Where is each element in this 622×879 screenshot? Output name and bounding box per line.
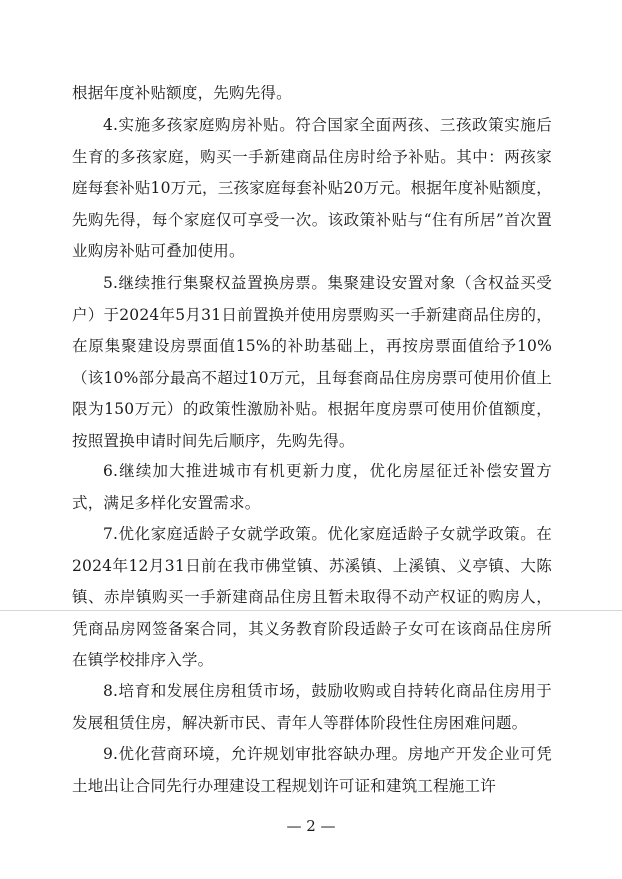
paragraph-item-8: 8.培育和发展住房租赁市场，鼓励收购或自持转化商品住房用于发展租赁住房，解决新市民、青年人等群体阶段性住房困难问题。 [72,682,552,732]
page-number: — 2 — [286,817,336,835]
paragraph-item-4: 4.实施多孩家庭购房补贴。符合国家全面两孩、三孩政策实施后生育的多孩家庭，购买一手新建商品住房时给予补贴。其中：两孩家庭每套补贴10万元，三孩家庭每套补贴20万元。根据年度补贴额度，先购先得，每个家庭仅可享受一次。该政策补贴与“住有所居”首次置业购房补贴可叠加使用。 [72,116,552,260]
paragraph-item-5: 5.继续推行集聚权益置换房票。集聚建设安置对象（含权益买受户）于2024年5月31日前置换并使用房票购买一手新建商品住房的，在原集聚建设房票面值15%的补助基础上，再按房票面值给予10%（该10%部分最高不超过10万元，且每套商品住房房票可使用价值上限为150万元）的政策性激励补贴。根据年度房票可使用价值额度，按照置换申请时间先后顺序，先购先得。 [72,274,552,450]
scan-fold-line [0,610,622,611]
paragraph-item-9: 9.优化营商环境，允许规划审批容缺办理。房地产开发企业可凭土地出让合同先行办理建设工程规划许可证和建筑工程施工许 [72,745,552,795]
paragraph-continuation: 根据年度补贴额度，先购先得。 [72,84,292,102]
paragraph-item-7: 7.优化家庭适龄子女就学政策。优化家庭适龄子女就学政策。在2024年12月31日前在我市佛堂镇、苏溪镇、上溪镇、义亭镇、大陈镇、赤岸镇购买一手新建商品住房且暂未取得不动产权证的购房人，凭商品房网签备案合同，其义务教育阶段适龄子女可在该商品住房所在镇学校排序入学。 [72,525,552,669]
paragraph-item-6: 6.继续加大推进城市有机更新力度，优化房屋征迁补偿安置方式，满足多样化安置需求。 [72,462,552,512]
